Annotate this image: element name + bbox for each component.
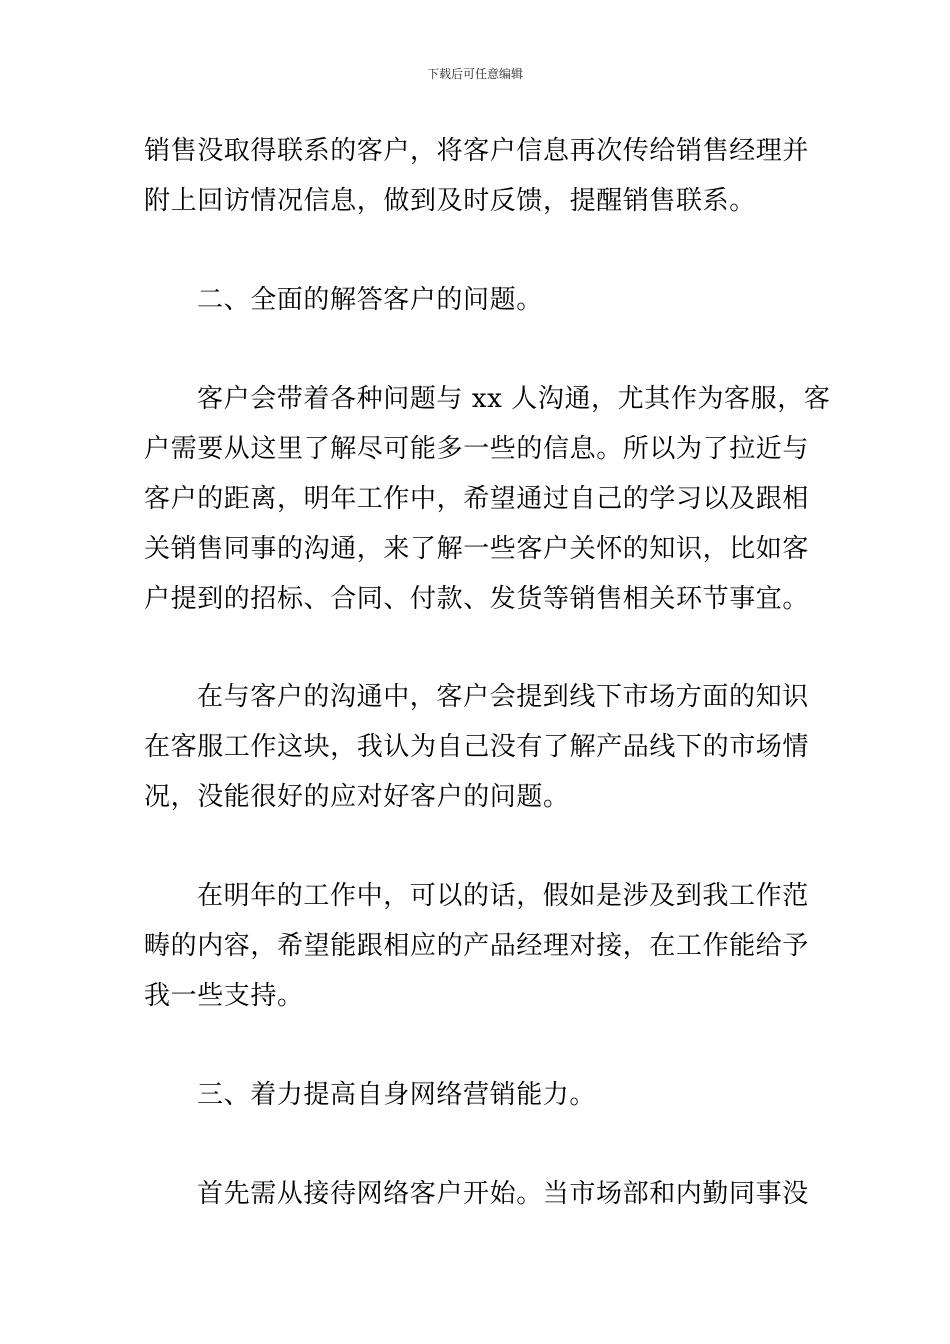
- section-heading-2: [144, 275, 810, 325]
- text-line: 客户会带着各种问题与 xx 人沟通，尤其作为客服，客: [197, 384, 831, 414]
- text-line: 户需要从这里了解尽可能多一些的信息。所以为了拉近与: [144, 434, 810, 464]
- text-line: 关销售同事的沟通，来了解一些客户关怀的知识，比如客: [144, 534, 810, 564]
- text-line: 在与客户的沟通中，客户会提到线下市场方面的知识: [197, 682, 809, 712]
- paragraph-4: [144, 871, 810, 1021]
- text-line: 附上回访情况信息，做到及时反馈，提醒销售联系。: [144, 186, 756, 216]
- paragraph-5: [144, 1169, 810, 1219]
- text-line: 在明年的工作中，可以的话，假如是涉及到我工作范: [197, 881, 809, 911]
- paragraph-3: [144, 672, 810, 822]
- text-line: 况，没能很好的应对好客户的问题。: [144, 782, 570, 812]
- text-line: 畴的内容，希望能跟相应的产品经理对接，在工作能给予: [144, 931, 810, 961]
- paragraph-1: [144, 126, 810, 226]
- text-line: 二、全面的解答客户的问题。: [197, 285, 543, 315]
- section-heading-3: [144, 1070, 810, 1120]
- text-line: 三、着力提高自身网络营销能力。: [197, 1080, 597, 1110]
- text-line: 客户的距离，明年工作中，希望通过自己的学习以及跟相: [144, 484, 810, 514]
- text-line: 我一些支持。: [144, 981, 304, 1011]
- text-line: 在客服工作这块，我认为自己没有了解产品线下的市场情: [144, 732, 810, 762]
- text-line: 销售没取得联系的客户，将客户信息再次传给销售经理并: [144, 136, 810, 166]
- page-header-note: 下载后可任意编辑: [426, 67, 523, 81]
- text-line: 户提到的招标、合同、付款、发货等销售相关环节事宜。: [144, 584, 810, 614]
- text-line: 首先需从接待网络客户开始。当市场部和内勤同事没: [197, 1179, 809, 1209]
- paragraph-2: [144, 374, 831, 624]
